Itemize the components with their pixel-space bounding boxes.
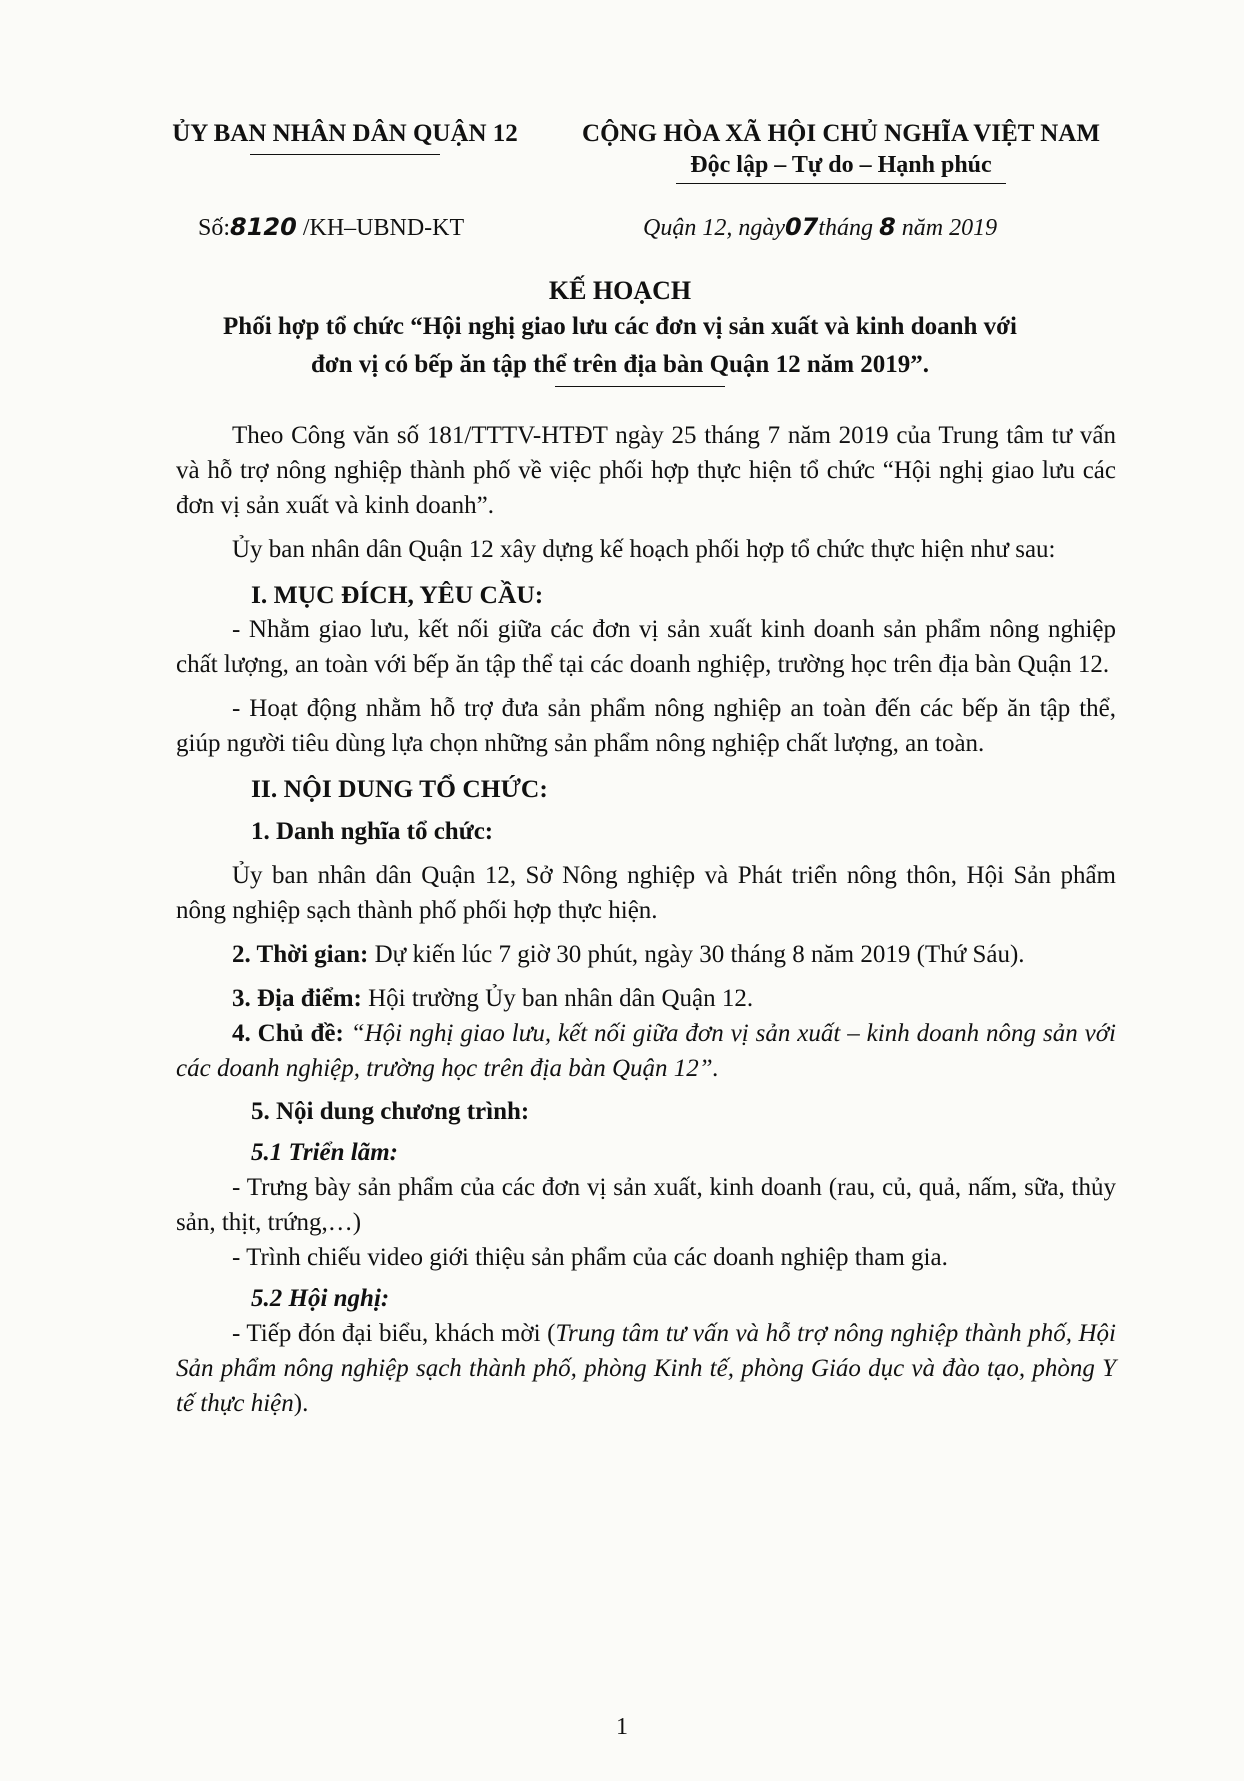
- item-5-1-paragraph-1: - Trưng bày sản phẩm của các đơn vị sản xuất, kinh doanh (rau, củ, quả, nấm, sữa, thủy sản, thịt, trứng,…): [176, 1174, 1116, 1236]
- item-1-heading: 1. Danh nghĩa tổ chức:: [251, 818, 494, 845]
- document-date: [643, 213, 997, 242]
- item-3-paragraph: [176, 981, 1116, 1016]
- item-2-text: Dự kiến lúc 7 giờ 30 phút, ngày 30 tháng 8 năm 2019 (Thứ Sáu).: [368, 941, 1025, 968]
- item-3-text: Hội trường Ủy ban nhân dân Quận 12.: [361, 985, 754, 1012]
- intro-paragraph-1: Theo Công văn số 181/TTTV-HTĐT ngày 25 tháng 7 năm 2019 của Trung tâm tư vấn và hỗ trợ nông nghiệp thành phố về việc phối hợp thực hiện tổ chức “Hội nghị giao lưu các đơn vị sản xuất và kinh doanh”.: [176, 422, 1116, 519]
- date-month-label: tháng: [818, 215, 880, 241]
- number-handwritten: 8120: [230, 213, 297, 241]
- page-number: 1: [616, 1714, 628, 1740]
- item-3-label: 3. Địa điểm:: [232, 985, 362, 1012]
- document-body: [176, 418, 1116, 1421]
- item-5-2-text-c: ).: [293, 1390, 309, 1417]
- issuing-agency-block: [150, 120, 540, 155]
- item-5-2-text-a: - Tiếp đón đại biểu, khách mời (: [232, 1320, 556, 1347]
- national-header-block: [556, 120, 1126, 184]
- number-suffix: /KH–UBND-KT: [296, 215, 465, 241]
- section-1-paragraph-2: - Hoạt động nhằm hỗ trợ đưa sản phẩm nông nghiệp an toàn đến các bếp ăn tập thể, giúp người tiêu dùng lựa chọn những sản phẩm nông nghiệp chất lượng, an toàn.: [176, 695, 1116, 757]
- document-number: [198, 213, 464, 242]
- section-1-paragraph-1: - Nhằm giao lưu, kết nối giữa các đơn vị sản xuất kinh doanh sản phẩm nông nghiệp chất lượng, an toàn với bếp ăn tập thể tại các doanh nghiệp, trường học trên địa bàn Quận 12.: [176, 616, 1116, 678]
- item-4-paragraph: [176, 1016, 1116, 1086]
- section-2-heading: II. NỘI DUNG TỔ CHỨC:: [251, 774, 548, 803]
- date-day-handwritten: 07: [784, 213, 819, 241]
- item-5-1-heading: 5.1 Triển lãm:: [251, 1139, 398, 1166]
- agency-underline: [250, 154, 440, 155]
- document-title: KẾ HOẠCH: [548, 276, 692, 305]
- number-prefix: Số:: [198, 215, 231, 241]
- section-1-heading: I. MỤC ĐÍCH, YÊU CẦU:: [251, 580, 544, 609]
- title-underline: [555, 386, 725, 387]
- motto-underline: [676, 183, 1006, 184]
- item-5-heading: 5. Nội dung chương trình:: [251, 1098, 530, 1125]
- national-motto: Độc lập – Tự do – Hạnh phúc: [690, 152, 992, 178]
- item-1-text: Ủy ban nhân dân Quận 12, Sở Nông nghiệp và Phát triển nông thôn, Hội Sản phẩm nông nghiệp sạch thành phố phối hợp thực hiện.: [176, 862, 1116, 924]
- date-month-handwritten: 8: [879, 213, 896, 241]
- issuing-agency: ỦY BAN NHÂN DÂN QUẬN 12: [172, 120, 518, 147]
- date-year: năm 2019: [895, 215, 998, 241]
- item-2-label: 2. Thời gian:: [232, 941, 369, 968]
- intro-paragraph-2: Ủy ban nhân dân Quận 12 xây dựng kế hoạch phối hợp tổ chức thực hiện như sau:: [232, 536, 1056, 563]
- item-4-text: “Hội nghị giao lưu, kết nối giữa đơn vị sản xuất – kinh doanh nông sản với các doanh nghiệp, trường học trên địa bàn Quận 12”.: [176, 1020, 1116, 1082]
- document-title-block: [150, 276, 1090, 387]
- document-subtitle-line1: Phối hợp tổ chức “Hội nghị giao lưu các đơn vị sản xuất và kinh doanh với: [223, 313, 1017, 340]
- item-4-label: 4. Chủ đề:: [232, 1020, 344, 1047]
- country-name: CỘNG HÒA XÃ HỘI CHỦ NGHĨA VIỆT NAM: [582, 120, 1100, 147]
- item-2-paragraph: [176, 937, 1116, 972]
- item-5-2-paragraph-1: [176, 1316, 1116, 1421]
- item-5-1-paragraph-2: - Trình chiếu video giới thiệu sản phẩm của các doanh nghiệp tham gia.: [232, 1244, 948, 1271]
- item-5-2-text-b: Trung tâm tư vấn và hỗ trợ nông nghiệp thành phố, Hội Sản phẩm nông nghiệp sạch thành phố, phòng Kinh tế, phòng Giáo dục và đào tạo, phòng Y tế thực hiện: [176, 1320, 1116, 1417]
- item-5-2-heading: 5.2 Hội nghị:: [251, 1285, 390, 1312]
- date-place: Quận 12, ngày: [643, 215, 785, 241]
- document-subtitle-line2: đơn vị có bếp ăn tập thể trên địa bàn Quận 12 năm 2019”.: [310, 351, 930, 378]
